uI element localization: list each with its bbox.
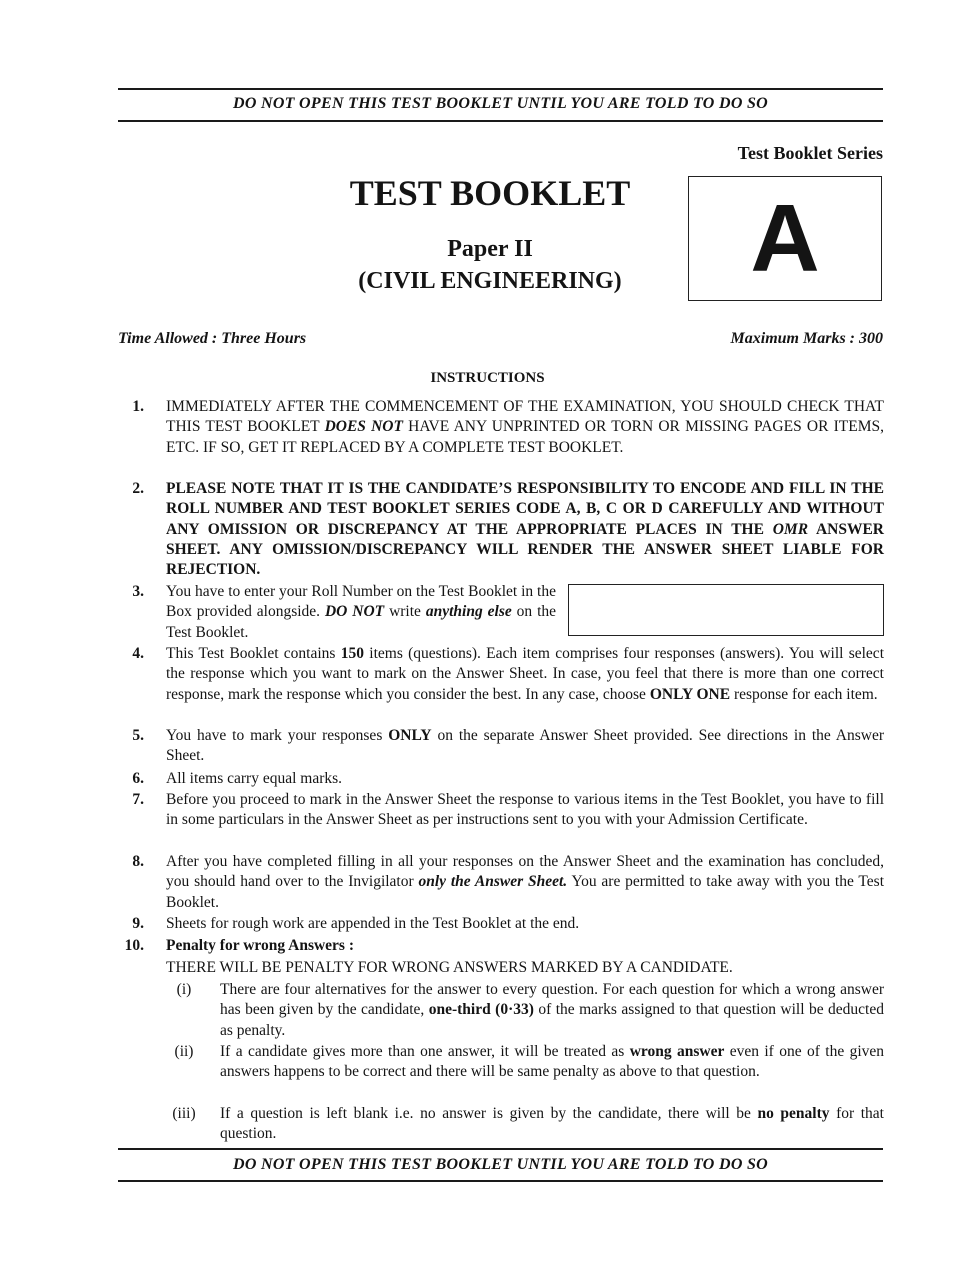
item-number: 3.	[132, 583, 144, 600]
item-text: Before you proceed to mark in the Answer Sheet the response to various items in the Test Booklet, you have to fill in some particulars in the Answer Sheet as per instructions sent to you with your Admission Certificate.	[166, 791, 884, 829]
item-number: 5.	[132, 727, 144, 744]
booklet-series-label: Test Booklet Series	[737, 143, 883, 163]
item-text: You have to mark your responses ONLY on the separate Answer Sheet provided. See directions in the Answer Sheet.	[166, 727, 884, 765]
item-text: This Test Booklet contains 150 items (questions). Each item comprises four responses (answers). You will select the response which you want to mark on the Answer Sheet. In case, you feel that there is more than one correct response, mark the response which you consider the best. In any case, choose ONLY ONE response for each item.	[166, 645, 884, 703]
item-text: After you have completed filling in all your responses on the Answer Sheet and the examination has concluded, you should hand over to the Invigilator only the Answer Sheet. You are permitted to take away with you the Test Booklet.	[166, 853, 884, 911]
booklet-series-box	[688, 176, 882, 301]
sub-item-text: There are four alternatives for the answer to every question. For each question for which a wrong answer has been given by the candidate, one-third (0·33) of the marks assigned to that question will be deducted as penalty.	[220, 981, 884, 1039]
sub-item-text: If a candidate gives more than one answer, it will be treated as wrong answer even if one of the given answers happens to be correct and there will be same penalty as above to that question.	[220, 1043, 885, 1081]
maximum-marks: Maximum Marks : 300	[730, 330, 883, 347]
sub-item-number: (ii)	[174, 1043, 194, 1060]
subject-title: (CIVIL ENGINEERING)	[358, 268, 622, 294]
item-number: 8.	[132, 853, 144, 870]
penalty-heading: Penalty for wrong Answers :	[166, 937, 354, 954]
item-number: 7.	[132, 791, 144, 808]
booklet-series-code: A	[750, 184, 820, 292]
item-number: 9.	[132, 915, 144, 932]
bottom-warning-banner: DO NOT OPEN THIS TEST BOOKLET UNTIL YOU ARE TOLD TO DO SO	[232, 1156, 769, 1173]
item-number: 2.	[132, 480, 144, 497]
item-text: Sheets for rough work are appended in the Test Booklet at the end.	[166, 915, 580, 932]
item-text: You have to enter your Roll Number on the Test Booklet in the Box provided alongside. DO NOT write anything else on the Test Booklet.	[166, 583, 557, 641]
page-title: TEST BOOKLET	[349, 173, 631, 213]
sub-item-number: (i)	[176, 981, 192, 998]
bottom-rule-upper	[118, 1148, 883, 1150]
top-warning-banner: DO NOT OPEN THIS TEST BOOKLET UNTIL YOU ARE TOLD TO DO SO	[232, 95, 769, 112]
sub-item-text: If a question is left blank i.e. no answer is given by the candidate, there will be no penalty for that question.	[220, 1105, 884, 1143]
item-text: All items carry equal marks.	[166, 770, 343, 787]
bottom-rule-lower	[118, 1180, 883, 1182]
instructions-heading: INSTRUCTIONS	[430, 370, 545, 386]
time-allowed: Time Allowed : Three Hours	[118, 330, 307, 347]
item-text: PLEASE NOTE THAT IT IS THE CANDIDATE’S RESPONSIBILITY TO ENCODE AND FILL IN THE ROLL NUMBER AND TEST BOOKLET SERIES CODE A, B, C OR D CAREFULLY AND WITHOUT ANY OMISSION OR DISCREPANCY AT THE APPROPRIATE PLACES IN THE OMR ANSWER SHEET. ANY OMISSION/DISCREPANCY WILL RENDER THE ANSWER SHEET LIABLE FOR REJECTION.	[166, 480, 884, 579]
top-rule-lower	[118, 120, 883, 122]
item-number: 4.	[132, 645, 144, 662]
sub-item-number: (iii)	[172, 1105, 196, 1122]
item-number: 1.	[132, 398, 144, 415]
item-number: 6.	[132, 770, 144, 787]
top-rule-upper	[118, 88, 883, 90]
item-number: 10.	[124, 937, 144, 954]
paper-title: Paper II	[447, 236, 533, 262]
roll-number-box[interactable]	[568, 584, 884, 636]
item-text: IMMEDIATELY AFTER THE COMMENCEMENT OF THE EXAMINATION, YOU SHOULD CHECK THAT THIS TEST BOOKLET DOES NOT HAVE ANY UNPRINTED OR TORN OR MISSING PAGES OR ITEMS, ETC. IF SO, GET IT REPLACED BY A COMPLETE TEST BOOKLET.	[166, 398, 885, 456]
